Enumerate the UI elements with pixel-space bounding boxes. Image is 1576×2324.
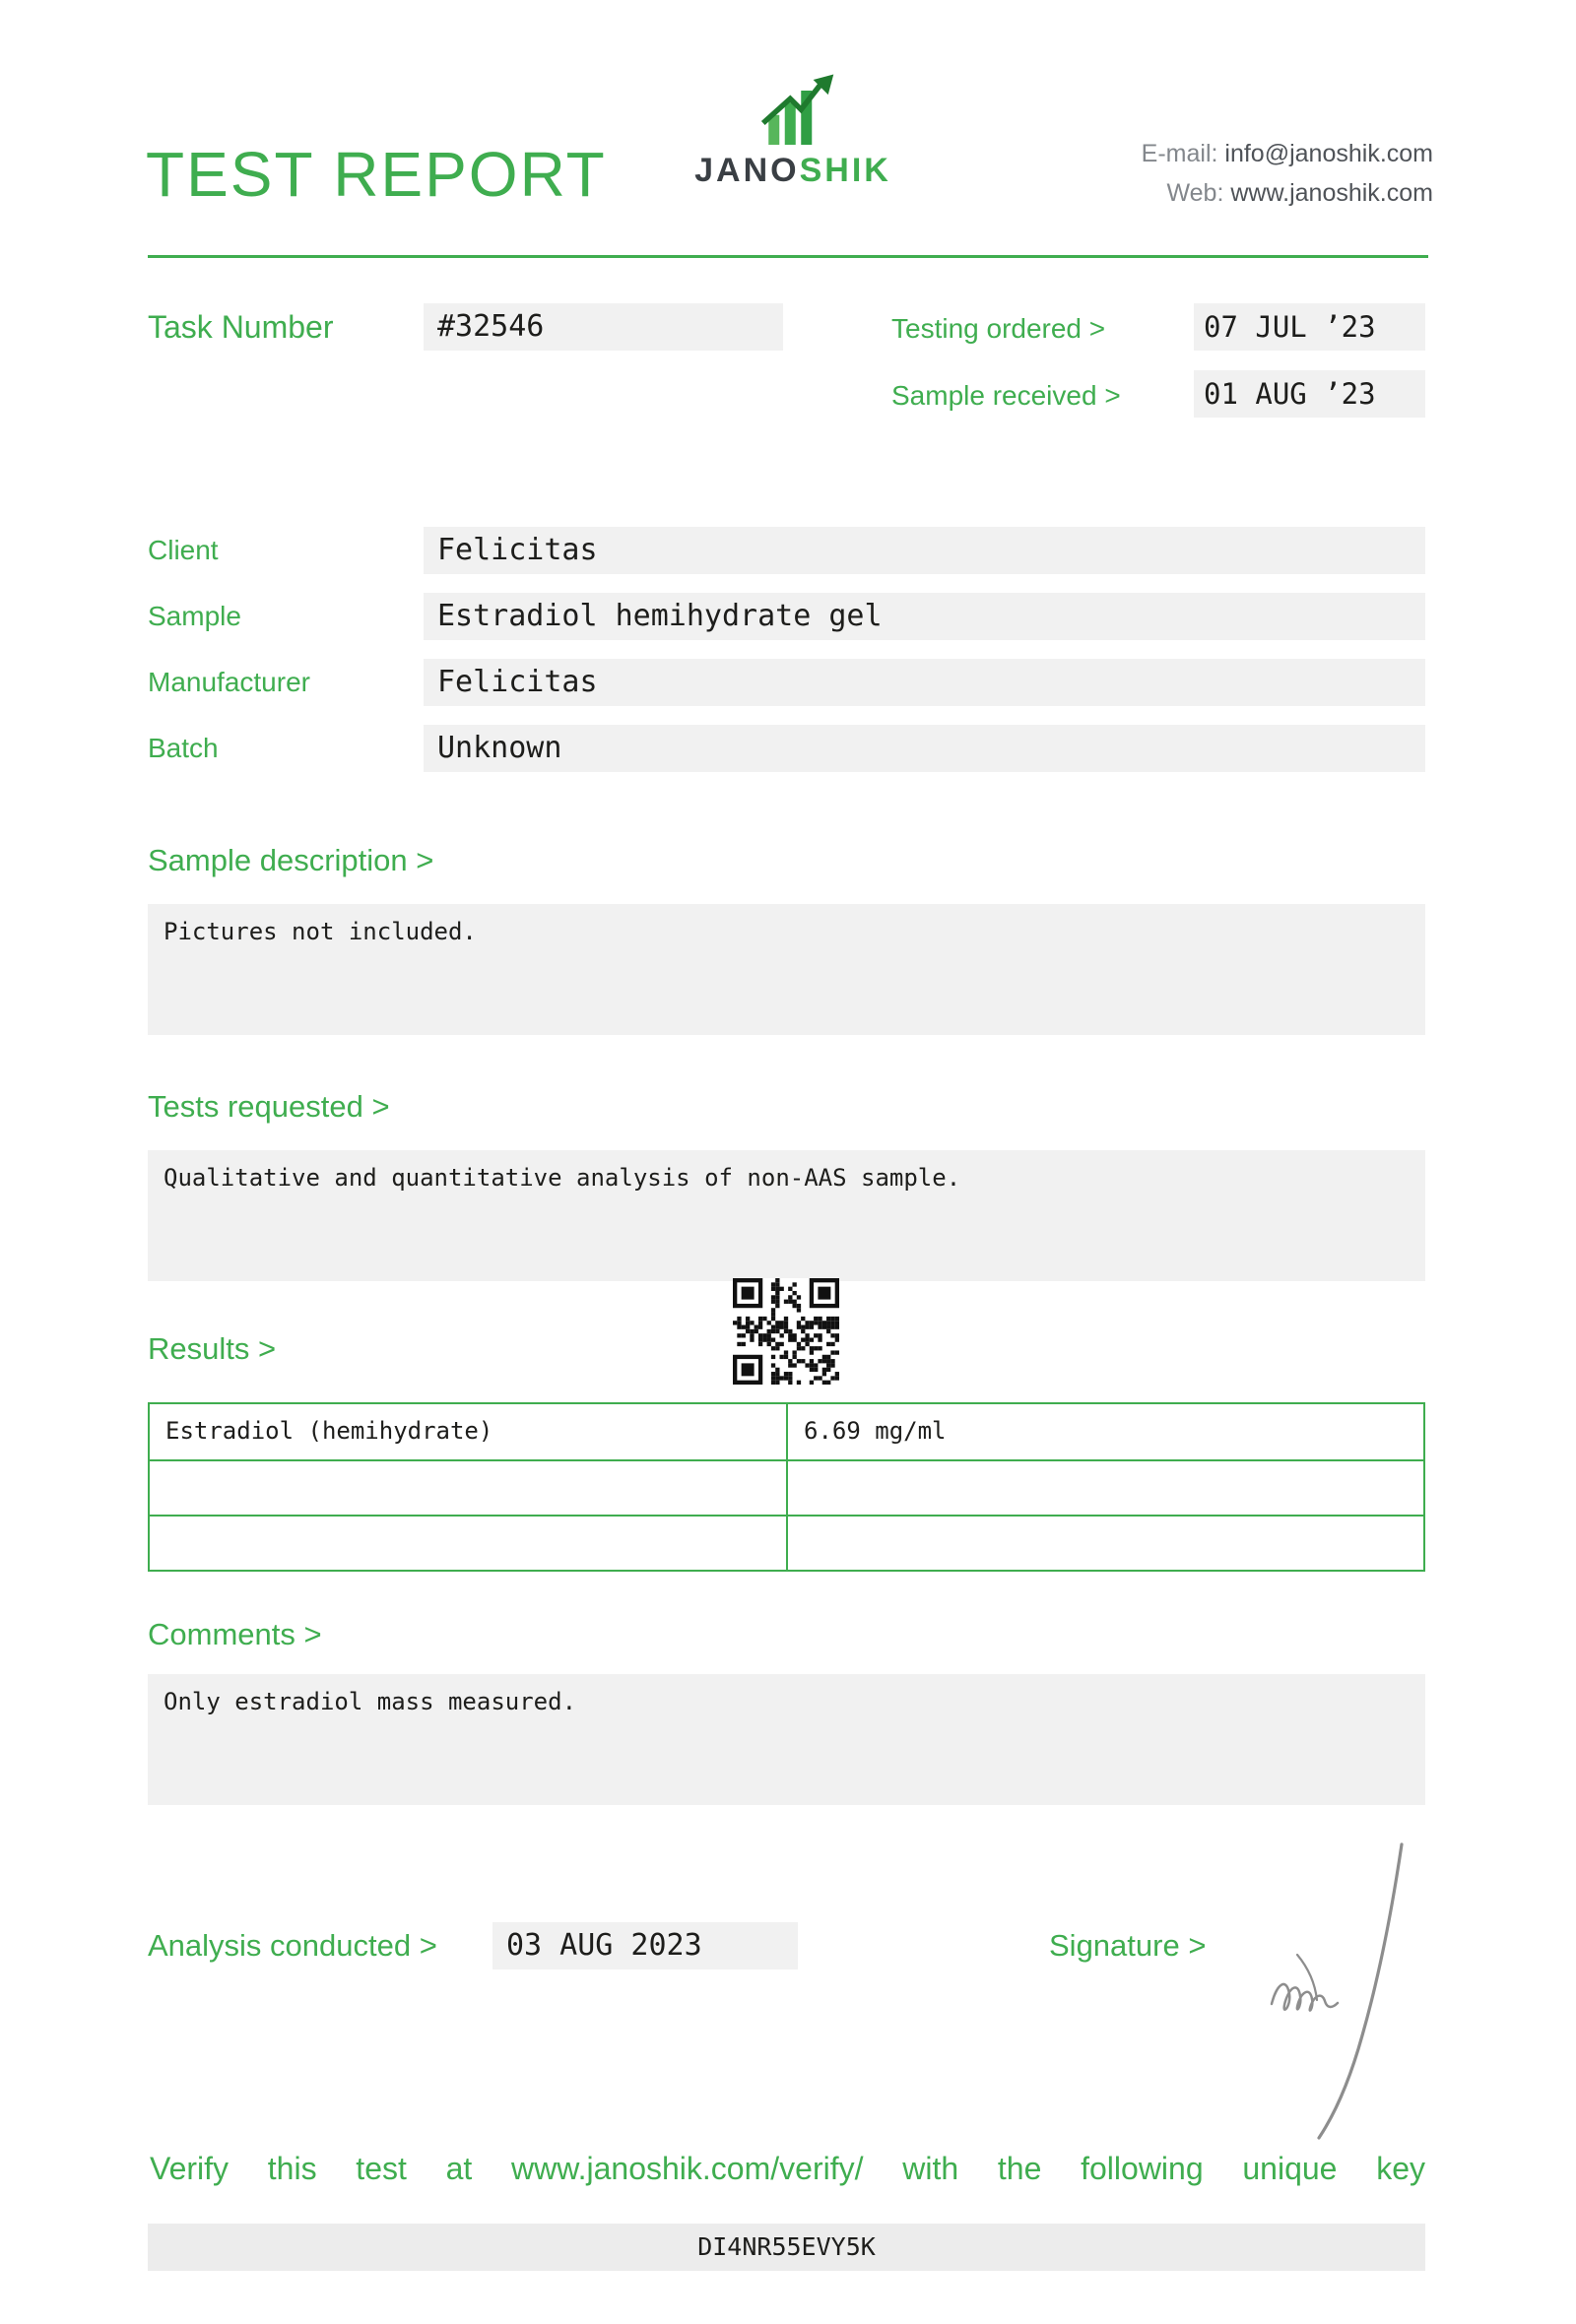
sample-description-heading: Sample description > xyxy=(148,843,434,877)
signature xyxy=(1256,1838,1428,2145)
verify-text: Verify this test at www.janoshik.com/verify/ with the following unique key xyxy=(150,2151,1425,2186)
comments-heading: Comments > xyxy=(148,1617,322,1651)
logo-wordmark xyxy=(680,152,906,190)
logo-text-green: SHIK xyxy=(799,152,891,189)
signature-label: Signature > xyxy=(1049,1928,1207,1963)
testing-ordered-date: 07 JUL ’23 xyxy=(1194,303,1425,351)
analysis-conducted-date: 03 AUG 2023 xyxy=(492,1922,798,1969)
client-value: Felicitas xyxy=(424,527,1425,574)
result-substance-empty xyxy=(150,1517,788,1570)
results-row-2 xyxy=(150,1459,1423,1515)
logo-chart-icon xyxy=(750,73,836,152)
manufacturer-value: Felicitas xyxy=(424,659,1425,706)
signature-scribble-icon xyxy=(1256,1838,1428,2145)
task-number-label: Task Number xyxy=(148,309,334,345)
comments-box: Only estradiol mass measured. xyxy=(148,1674,1425,1805)
unique-key: DI4NR55EVY5K xyxy=(148,2224,1425,2271)
results-row-3 xyxy=(150,1515,1423,1570)
task-number-value: #32546 xyxy=(424,303,783,351)
detail-row-client xyxy=(148,527,1425,574)
tests-requested-box: Qualitative and quantitative analysis of non-AAS sample. xyxy=(148,1150,1425,1281)
batch-label: Batch xyxy=(148,733,219,763)
detail-row-manufacturer xyxy=(148,659,1425,706)
results-table xyxy=(148,1402,1425,1572)
sample-label: Sample xyxy=(148,601,241,631)
web-label: Web: xyxy=(1166,179,1224,207)
detail-row-sample xyxy=(148,593,1425,640)
sample-value: Estradiol hemihydrate gel xyxy=(424,593,1425,640)
detail-row-batch xyxy=(148,725,1425,772)
sample-description-box: Pictures not included. xyxy=(148,904,1425,1035)
logo-text-dark: JANO xyxy=(694,152,800,189)
qr-code xyxy=(733,1278,839,1385)
analysis-conducted-label: Analysis conducted > xyxy=(148,1928,437,1963)
contact-info xyxy=(1142,134,1433,213)
contact-email-line xyxy=(1142,134,1433,173)
janoshik-logo xyxy=(680,73,906,190)
batch-value: Unknown xyxy=(424,725,1425,772)
result-substance-empty xyxy=(150,1461,788,1515)
sample-received-label: Sample received > xyxy=(891,380,1121,411)
email-label: E-mail: xyxy=(1141,140,1218,167)
email-value: info@janoshik.com xyxy=(1224,140,1433,167)
result-amount-empty xyxy=(788,1517,1423,1570)
manufacturer-label: Manufacturer xyxy=(148,667,310,697)
results-heading: Results > xyxy=(148,1331,277,1366)
testing-ordered-label: Testing ordered > xyxy=(891,313,1106,344)
result-amount: 6.69 mg/ml xyxy=(804,1417,947,1445)
result-amount-empty xyxy=(788,1461,1423,1515)
sample-received-date: 01 AUG ’23 xyxy=(1194,370,1425,418)
contact-web-line xyxy=(1142,173,1433,213)
page-title: TEST REPORT xyxy=(146,139,607,210)
header-divider xyxy=(148,255,1428,258)
results-row-1 xyxy=(150,1404,1423,1459)
tests-requested-heading: Tests requested > xyxy=(148,1089,390,1124)
web-value: www.janoshik.com xyxy=(1230,179,1433,207)
client-label: Client xyxy=(148,535,219,565)
result-substance: Estradiol (hemihydrate) xyxy=(150,1404,788,1459)
